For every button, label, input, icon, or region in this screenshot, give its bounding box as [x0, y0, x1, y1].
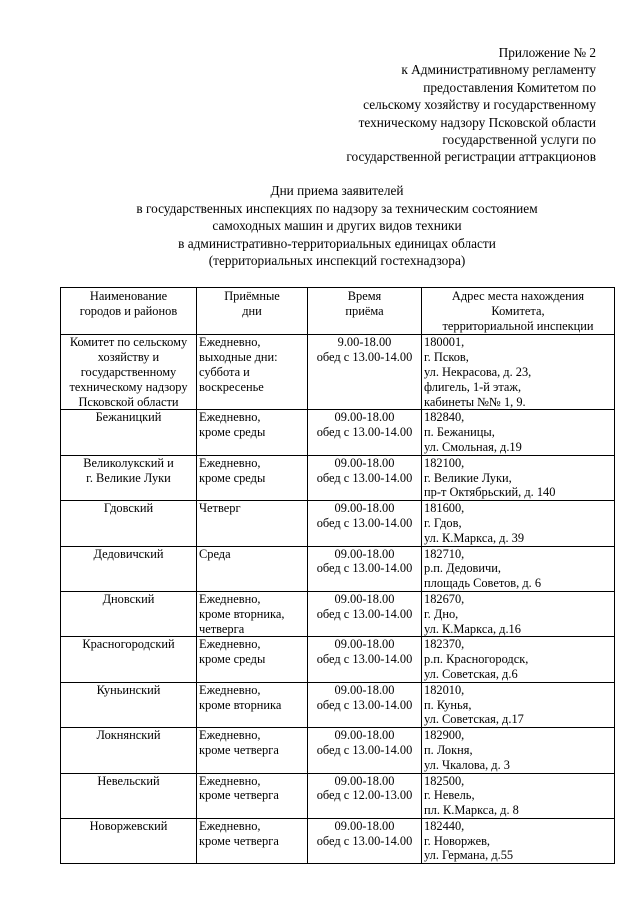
cell-line: кроме четверга — [199, 788, 279, 803]
cell-line: Ежедневно, — [199, 410, 261, 425]
cell-line: ул. К.Маркса, д.16 — [424, 621, 521, 636]
cell-days — [197, 591, 308, 636]
cell-line: г. Дно, — [424, 606, 459, 621]
header-line: Приёмные — [224, 289, 280, 303]
cell-line: обед с 13.00-14.00 — [316, 652, 413, 667]
header-reception-days — [197, 288, 308, 335]
cell-line: 182100, — [424, 455, 465, 470]
cell-line: кроме среды — [199, 425, 266, 440]
cell-line: 09.00-18.00 — [334, 455, 395, 470]
schedule-table — [60, 287, 615, 864]
cell-address — [422, 773, 615, 818]
cell-line: р.п. Дедовичи, — [424, 561, 501, 576]
cell-line: кроме четверга — [199, 742, 279, 757]
cell-address — [422, 818, 615, 863]
cell-line: Ежедневно, — [199, 335, 261, 350]
cell-line: Ежедневно, — [199, 591, 261, 606]
cell-name — [61, 818, 197, 863]
cell-name — [61, 637, 197, 682]
cell-days — [197, 410, 308, 455]
header-line: Время — [347, 289, 382, 303]
cell-line: воскресенье — [199, 379, 264, 394]
cell-name — [61, 410, 197, 455]
header-line: Комитета, — [491, 303, 545, 318]
cell-line: 09.00-18.00 — [334, 682, 395, 697]
title-line: самоходных машин и других видов техники — [212, 218, 462, 234]
header-line: городов и районов — [79, 303, 178, 318]
cell-line: техническому надзору — [69, 379, 188, 394]
cell-line: Ежедневно, — [199, 455, 261, 470]
cell-line: 182370, — [424, 637, 465, 652]
cell-line: г. Великие Луки — [86, 470, 171, 485]
cell-time — [308, 591, 422, 636]
cell-line: кроме среды — [199, 652, 266, 667]
cell-line: г. Невель, — [424, 788, 475, 803]
cell-line: Невельский — [97, 773, 160, 788]
cell-line: обед с 13.00-14.00 — [316, 697, 413, 712]
cell-name — [61, 773, 197, 818]
cell-time — [308, 773, 422, 818]
cell-days — [197, 501, 308, 546]
cell-line: кроме вторника — [199, 697, 282, 712]
cell-line: 181600, — [424, 501, 465, 516]
table-header-row — [61, 288, 615, 335]
cell-line: суббота и — [199, 364, 250, 379]
cell-line: Ежедневно, — [199, 728, 261, 743]
cell-line: Красногородский — [82, 637, 175, 652]
cell-line: 182010, — [424, 682, 465, 697]
cell-line: ул. Советская, д.17 — [424, 712, 524, 727]
header-reception-time — [308, 288, 422, 335]
cell-line: Дедовичский — [93, 546, 164, 561]
cell-time — [308, 335, 422, 410]
cell-line: Дновский — [102, 591, 155, 606]
cell-line: 182670, — [424, 591, 465, 606]
cell-days — [197, 682, 308, 727]
cell-line: Гдовский — [103, 501, 154, 516]
cell-line: ул. К.Маркса, д. 39 — [424, 530, 525, 545]
cell-line: ул. Чкалова, д. 3 — [424, 757, 510, 772]
cell-line: ул. Некрасова, д. 23, — [424, 364, 532, 379]
cell-line: ул. Советская, д.6 — [424, 666, 518, 681]
appendix-line: Приложение № 2 — [498, 45, 596, 60]
cell-name — [61, 546, 197, 591]
table-row — [61, 682, 615, 727]
cell-address — [422, 637, 615, 682]
table-row — [61, 591, 615, 636]
cell-time — [308, 728, 422, 773]
header-line: приёма — [345, 303, 384, 318]
cell-line: Великолукский и — [83, 455, 174, 470]
cell-line: площадь Советов, д. 6 — [424, 576, 542, 591]
title-line: Дни приема заявителей — [270, 183, 404, 198]
cell-line: обед с 13.00-14.00 — [316, 742, 413, 757]
cell-line: Новоржевский — [89, 818, 168, 833]
cell-line: 09.00-18.00 — [334, 818, 395, 833]
cell-time — [308, 501, 422, 546]
cell-line: пр-т Октябрьский, д. 140 — [424, 485, 556, 500]
cell-line: четверга — [199, 621, 245, 636]
cell-line: Ежедневно, — [199, 637, 261, 652]
cell-line: 09.00-18.00 — [334, 773, 395, 788]
cell-line: флигель, 1-й этаж, — [424, 379, 522, 394]
header-line: Наименование — [89, 289, 168, 303]
cell-line: 9.00-18.00 — [337, 335, 392, 350]
cell-line: ул. Германа, д.55 — [424, 848, 514, 863]
cell-address — [422, 682, 615, 727]
cell-line: 182900, — [424, 728, 465, 743]
cell-name — [61, 501, 197, 546]
cell-time — [308, 637, 422, 682]
cell-address — [422, 591, 615, 636]
appendix-line: государственной услуги по — [442, 132, 596, 148]
cell-line: выходные дни: — [199, 350, 278, 365]
cell-time — [308, 682, 422, 727]
table-row — [61, 455, 615, 500]
cell-line: обед с 12.00-13.00 — [316, 788, 413, 803]
appendix-line: предоставления Комитетом по — [423, 79, 596, 95]
cell-line: пл. К.Маркса, д. 8 — [424, 803, 519, 818]
appendix-line: сельскому хозяйству и государственному — [363, 97, 596, 113]
appendix-header — [266, 44, 596, 166]
header-line: Адрес места нахождения — [451, 289, 585, 303]
cell-line: п. Локня, — [424, 742, 473, 757]
table-row — [61, 546, 615, 591]
header-address — [422, 288, 615, 335]
table-row — [61, 773, 615, 818]
cell-line: Псковской области — [78, 394, 179, 409]
table-row — [61, 728, 615, 773]
cell-name — [61, 728, 197, 773]
cell-time — [308, 410, 422, 455]
cell-address — [422, 728, 615, 773]
cell-line: обед с 13.00-14.00 — [316, 606, 413, 621]
title-line: (территориальных инспекций гостехнадзора) — [208, 253, 466, 269]
cell-line: г. Псков, — [424, 350, 469, 365]
cell-line: 09.00-18.00 — [334, 546, 395, 561]
cell-line: Ежедневно, — [199, 682, 261, 697]
cell-line: Бежаницкий — [95, 410, 162, 425]
header-line: дни — [242, 303, 262, 318]
cell-days — [197, 637, 308, 682]
table-row — [61, 818, 615, 863]
table-row — [61, 501, 615, 546]
cell-line: кроме вторника, — [199, 606, 285, 621]
cell-line: 09.00-18.00 — [334, 501, 395, 516]
cell-days — [197, 818, 308, 863]
cell-line: обед с 13.00-14.00 — [316, 470, 413, 485]
cell-line: кроме четверга — [199, 833, 279, 848]
cell-line: 182440, — [424, 818, 465, 833]
cell-line: хозяйству и — [97, 350, 160, 365]
cell-days — [197, 773, 308, 818]
cell-days — [197, 335, 308, 410]
cell-line: обед с 13.00-14.00 — [316, 515, 413, 530]
header-city-district — [61, 288, 197, 335]
appendix-line: к Административному регламенту — [401, 62, 596, 78]
cell-line: г. Новоржев, — [424, 833, 491, 848]
cell-name — [61, 591, 197, 636]
cell-line: 182840, — [424, 410, 465, 425]
table-body — [61, 335, 615, 864]
cell-line: р.п. Красногородск, — [424, 652, 529, 667]
cell-line: Локнянский — [96, 728, 161, 743]
cell-address — [422, 410, 615, 455]
cell-time — [308, 455, 422, 500]
cell-line: Куньинский — [96, 682, 161, 697]
table-row — [61, 410, 615, 455]
cell-line: кабинеты №№ 1, 9. — [424, 394, 526, 409]
cell-line: Комитет по сельскому — [69, 335, 188, 350]
cell-line: обед с 13.00-14.00 — [316, 833, 413, 848]
appendix-line: государственной регистрации аттракционов — [346, 149, 596, 165]
cell-line: 180001, — [424, 335, 465, 350]
cell-time — [308, 818, 422, 863]
cell-line: г. Гдов, — [424, 515, 462, 530]
cell-days — [197, 546, 308, 591]
cell-line: Ежедневно, — [199, 818, 261, 833]
cell-name — [61, 455, 197, 500]
cell-line: 09.00-18.00 — [334, 637, 395, 652]
cell-time — [308, 546, 422, 591]
document-title — [60, 182, 614, 270]
table-row — [61, 335, 615, 410]
cell-line: п. Бежаницы, — [424, 425, 495, 440]
title-line: в государственных инспекциях по надзору за техническим состоянием — [136, 200, 538, 216]
cell-address — [422, 455, 615, 500]
cell-line: п. Кунья, — [424, 697, 472, 712]
cell-days — [197, 728, 308, 773]
cell-name — [61, 335, 197, 410]
cell-line: Четверг — [199, 501, 241, 516]
cell-line: 09.00-18.00 — [334, 410, 395, 425]
header-line: территориальной инспекции — [442, 318, 594, 333]
cell-name — [61, 682, 197, 727]
title-line: в административно-территориальных единицах области — [178, 235, 496, 251]
cell-line: обед с 13.00-14.00 — [316, 561, 413, 576]
cell-line: ул. Смольная, д.19 — [424, 439, 522, 454]
cell-line: государственному — [80, 364, 177, 379]
cell-address — [422, 546, 615, 591]
cell-line: Ежедневно, — [199, 773, 261, 788]
cell-line: 182710, — [424, 546, 465, 561]
cell-address — [422, 335, 615, 410]
cell-line: 09.00-18.00 — [334, 591, 395, 606]
appendix-line: техническому надзору Псковской области — [358, 114, 596, 130]
cell-line: кроме среды — [199, 470, 266, 485]
table-row — [61, 637, 615, 682]
cell-line: Среда — [199, 546, 231, 561]
cell-line: обед с 13.00-14.00 — [316, 350, 413, 365]
cell-line: обед с 13.00-14.00 — [316, 425, 413, 440]
cell-line: г. Великие Луки, — [424, 470, 512, 485]
cell-days — [197, 455, 308, 500]
cell-line: 09.00-18.00 — [334, 728, 395, 743]
cell-line: 182500, — [424, 773, 465, 788]
cell-address — [422, 501, 615, 546]
